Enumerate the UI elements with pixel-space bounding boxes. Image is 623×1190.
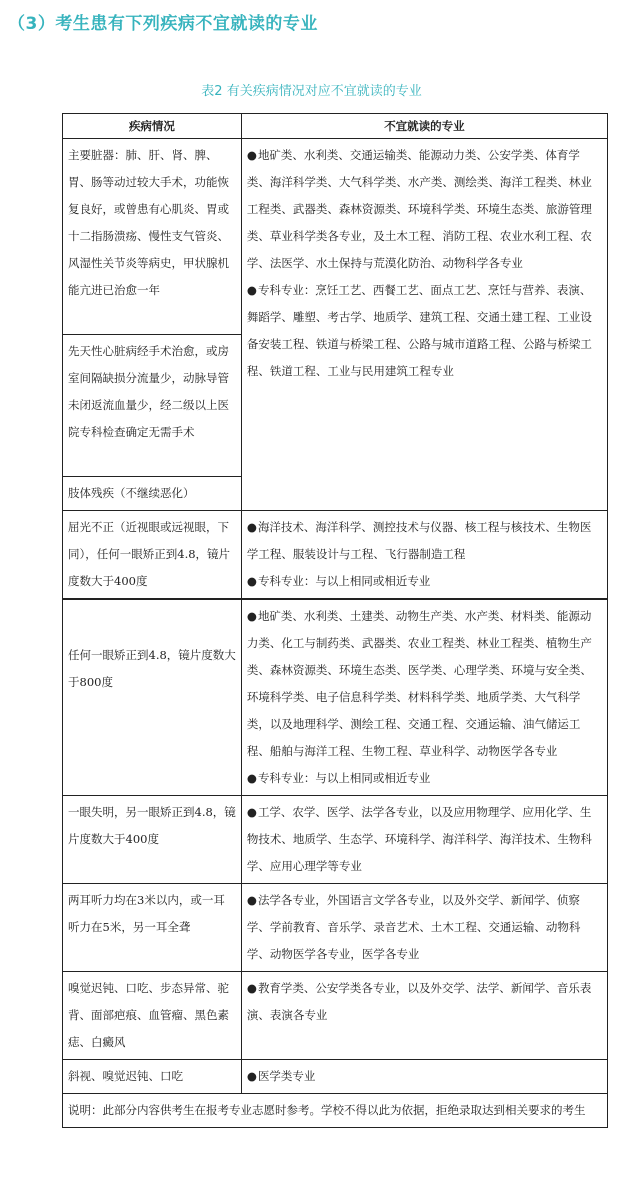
table-row: [63, 884, 608, 972]
condition-cell: 屈光不正（近视眼或远视眼，下同），任何一眼矫正到4.8，镜片度数大于400度: [63, 511, 242, 599]
table-row: [63, 796, 608, 884]
vocational-majors: ●专科专业：烹饪工艺、西餐工艺、面点工艺、烹饪与营养、表演、舞蹈学、雕塑、考古学、地质学、建筑工程、交通土建工程、工业设备安装工程、铁道与桥梁工程、公路与城市道路工程、公路与桥梁工程、铁道工程、工业与民用建筑工程专业: [246, 283, 592, 378]
condition-cell: 先天性心脏病经手术治愈，或房室间隔缺损分流量少，动脉导管未闭返流血量少，经二级以上医院专科检查确定无需手术: [63, 335, 242, 477]
undergrad-majors: ●地矿类、水利类、土建类、动物生产类、水产类、材料类、能源动力类、化工与制药类、武器类、农业工程类、林业工程类、植物生产类、森林资源类、环境生态类、医学类、心理学类、环境与安全类、环境科学类、电子信息科学类、材料科学类、地质学类、大气科学类，以及地理科学、测绘工程、交通工程、交通运输、油气储运工程、船舶与海洋工程、生物工程、草业科学、动物医学各专业: [246, 609, 592, 758]
majors-cell: [241, 139, 607, 511]
majors-cell: [241, 511, 607, 599]
bullet-icon: ●: [246, 520, 257, 534]
table-row: [63, 1060, 608, 1094]
majors-cell: ●工学、农学、医学、法学各专业，以及应用物理学、应用化学、生物技术、地质学、生态学、环境科学、海洋科学、海洋技术、生物科学、应用心理学等专业: [241, 796, 607, 884]
bullet-icon: ●: [246, 1069, 257, 1083]
condition-cell: 一眼失明，另一眼矫正到4.8，镜片度数大于400度: [63, 796, 242, 884]
section-heading: （3）考生患有下列疾病不宜就读的专业: [8, 14, 318, 34]
undergrad-majors: ●海洋技术、海洋科学、测控技术与仪器、核工程与核技术、生物医学工程、服装设计与工程、飞行器制造工程: [246, 520, 592, 561]
table-row: [63, 972, 608, 1060]
condition-cell: 肢体残疾（不继续恶化）: [63, 477, 242, 511]
bullet-icon: ●: [246, 283, 257, 297]
vocational-majors: ●专科专业：与以上相同或相近专业: [246, 771, 431, 785]
bullet-icon: ●: [246, 771, 257, 785]
bullet-icon: ●: [246, 805, 257, 819]
table-note-row: [63, 1094, 608, 1128]
majors-cell: [241, 600, 607, 796]
condition-cell: 嗅觉迟钝、口吃、步态异常、驼背、面部疤痕、血管瘤、黑色素痣、白癜风: [63, 972, 242, 1060]
majors-cell: ●教育学类、公安学类各专业，以及外交学、法学、新闻学、音乐表演、表演各专业: [241, 972, 607, 1060]
note-cell: 说明：此部分内容供考生在报考专业志愿时参考。学校不得以此为依据，拒绝录取达到相关要求的考生: [63, 1094, 608, 1128]
undergrad-majors: ●地矿类、水利类、交通运输类、能源动力类、公安学类、体育学类、海洋科学类、大气科学类、水产类、测绘类、海洋工程类、林业工程类、武器类、森林资源类、环境科学类、环境生态类、旅游管理类、草业科学类各专业，及土木工程、消防工程、农业水利工程、农学、法医学、水土保持与荒漠化防治、动物科学各专业: [246, 148, 592, 270]
table-row: [63, 139, 608, 335]
bullet-icon: ●: [246, 893, 257, 907]
majors-cell: ●法学各专业，外国语言文学各专业，以及外交学、新闻学、侦察学、学前教育、音乐学、录音艺术、土木工程、交通运输、动物科学、动物医学各专业，医学各专业: [241, 884, 607, 972]
table-row: [63, 600, 608, 796]
disease-major-table-part1: [62, 113, 608, 599]
header-condition: 疾病情况: [63, 114, 242, 139]
condition-cell: 两耳听力均在3米以内，或一耳听力在5米，另一耳全聋: [63, 884, 242, 972]
table-row: [63, 511, 608, 599]
majors-cell: ●医学类专业: [241, 1060, 607, 1094]
vocational-majors: ●专科专业：与以上相同或相近专业: [246, 574, 431, 588]
condition-cell: 主要脏器：肺、肝、肾、脾、胃、肠等动过较大手术，功能恢复良好，或曾患有心肌炎、胃或十二指肠溃疡、慢性支气管炎、风湿性关节炎等病史，甲状腺机能亢进已治愈一年: [63, 139, 242, 335]
table-header-row: [63, 114, 608, 139]
table-caption: 表2 有关疾病情况对应不宜就读的专业: [201, 84, 422, 99]
disease-major-table-part2: [62, 599, 608, 1128]
bullet-icon: ●: [246, 981, 257, 995]
condition-cell: 斜视、嗅觉迟钝、口吃: [63, 1060, 242, 1094]
bullet-icon: ●: [246, 148, 257, 162]
bullet-icon: ●: [246, 609, 257, 623]
bullet-icon: ●: [246, 574, 257, 588]
header-majors: 不宜就读的专业: [241, 114, 607, 139]
condition-cell: 任何一眼矫正到4.8，镜片度数大于800度: [63, 600, 242, 796]
